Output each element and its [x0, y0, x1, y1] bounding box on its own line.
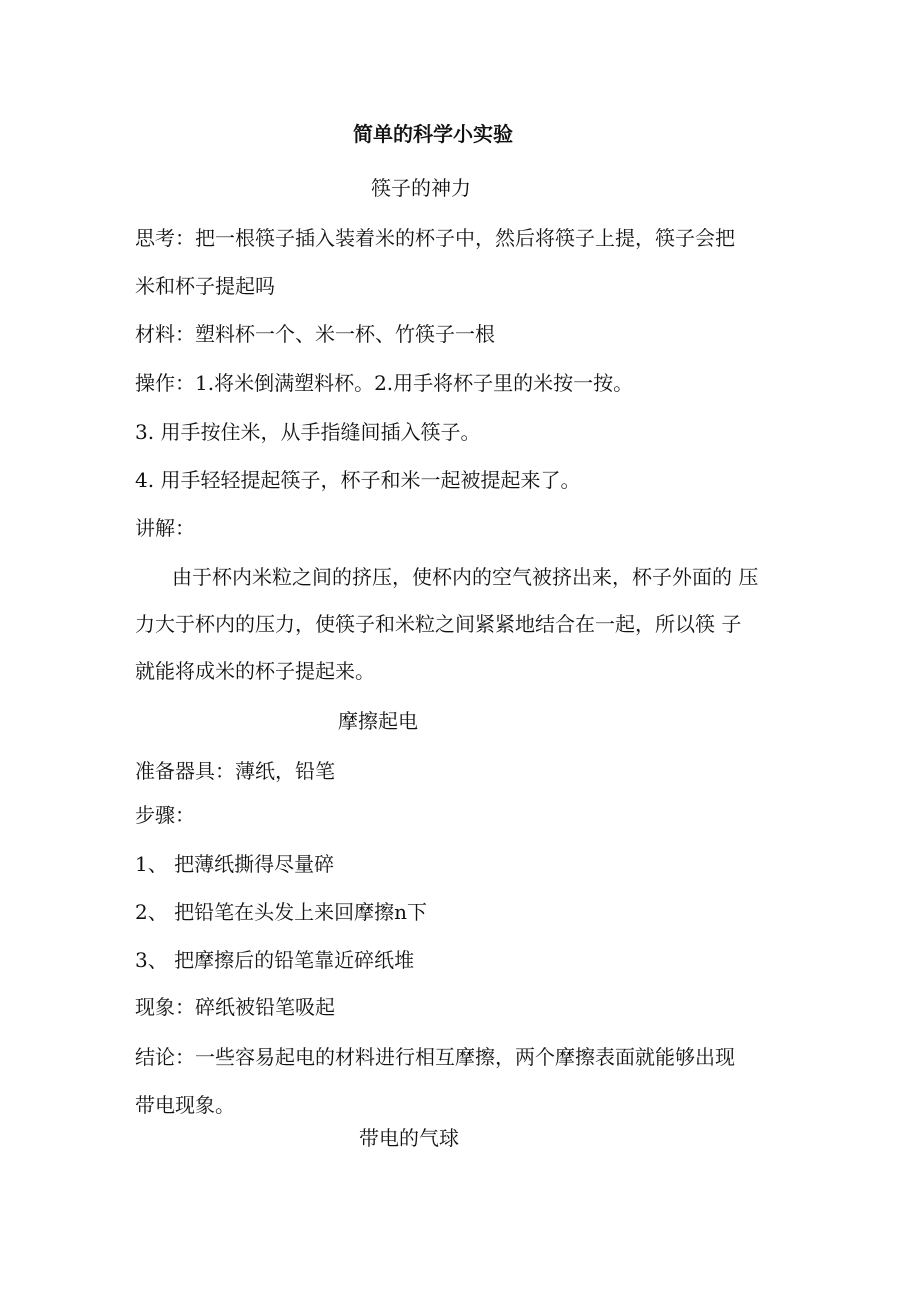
- steps-label: 步骤：: [135, 803, 195, 827]
- friction-step-1: 1、 把薄纸撕得尽量碎: [135, 852, 335, 876]
- friction-step-3: 3、 把摩擦后的铅笔靠近碎纸堆: [135, 948, 415, 972]
- section-heading-chopsticks: 筷子的神力: [371, 176, 471, 200]
- explain-line-2: 力大于杯内的压力，使筷子和米粒之间紧紧地结合在一起，所以筷 子: [135, 612, 742, 636]
- explain-line-1: 由于杯内米粒之间的挤压，使杯内的空气被挤出来，杯子外面的 压: [172, 565, 759, 589]
- think-line-1: 思考：把一根筷子插入装着米的杯子中，然后将筷子上提，筷子会把: [135, 226, 735, 250]
- step-4-line: 4. 用手轻轻提起筷子，杯子和米一起被提起来了。: [135, 468, 581, 492]
- document-title: 简单的科学小实验: [353, 122, 513, 146]
- think-line-2: 米和杯子提起吗: [135, 274, 275, 298]
- section-heading-balloon: 带电的气球: [359, 1126, 459, 1150]
- phenomenon-line: 现象：碎纸被铅笔吸起: [135, 995, 335, 1019]
- conclusion-line-2: 带电现象。: [135, 1093, 235, 1117]
- conclusion-line-1: 结论：一些容易起电的材料进行相互摩擦，两个摩擦表面就能够出现: [135, 1045, 735, 1069]
- explain-line-3: 就能将成米的杯子提起来。: [135, 659, 375, 683]
- materials-line: 材料：塑料杯一个、米一杯、竹筷子一根: [135, 322, 495, 346]
- section-heading-friction: 摩擦起电: [338, 709, 418, 733]
- friction-step-2: 2、 把铅笔在头发上来回摩擦n下: [135, 900, 427, 924]
- step-3-line: 3. 用手按住米，从手指缝间插入筷子。: [135, 420, 481, 444]
- operation-line: 操作：1.将米倒满塑料杯。2.用手将杯子里的米按一按。: [135, 371, 634, 395]
- equipment-line: 准备器具：薄纸，铅笔: [135, 759, 335, 783]
- explain-label: 讲解：: [135, 516, 195, 540]
